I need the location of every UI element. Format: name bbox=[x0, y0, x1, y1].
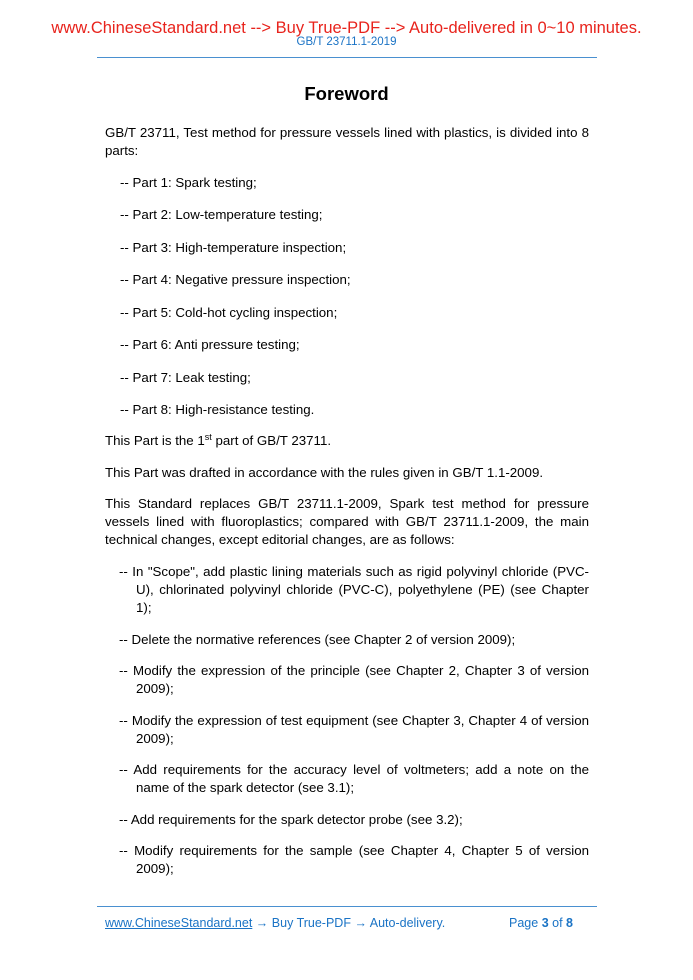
replaces-paragraph: This Standard replaces GB/T 23711.1-2009, Spark test method for pressure vessels lined with fluoroplastics; compared with GB/T 23711.1-2009, the main technical changes, except editorial changes, are as follows: bbox=[105, 496, 589, 547]
change-item: -- Modify the expression of the principle (see Chapter 2, Chapter 3 of version 2009); bbox=[119, 663, 589, 696]
part-item: -- Part 6: Anti pressure testing; bbox=[120, 337, 300, 352]
part-item: -- Part 1: Spark testing; bbox=[120, 174, 257, 190]
part-statement-tail: part of GB/T 23711. bbox=[211, 433, 332, 448]
part-item: -- Part 8: High-resistance testing. bbox=[120, 402, 315, 417]
auto-delivery-text: Auto-delivery. bbox=[369, 916, 446, 930]
change-item: -- Add requirements for the accuracy level of voltmeters; add a note on the name of the spark detector (see 3.1); bbox=[119, 762, 589, 795]
changes-list bbox=[105, 563, 589, 878]
part-item: -- Part 3: High-temperature inspection; bbox=[120, 239, 347, 255]
page-title: Foreword bbox=[304, 83, 389, 104]
foreword-body bbox=[105, 124, 589, 892]
part-statement bbox=[105, 432, 589, 450]
site-link[interactable]: www.ChineseStandard.net bbox=[105, 916, 253, 930]
page-label: Page bbox=[509, 916, 539, 930]
part-item: -- Part 7: Leak testing; bbox=[120, 369, 251, 385]
header-divider bbox=[97, 57, 597, 58]
buy-pdf-link[interactable]: Buy True-PDF bbox=[271, 916, 351, 930]
change-item: -- In "Scope", add plastic lining materials such as rigid polyvinyl chloride (PVC-U), chlorinated polyvinyl chloride (PVC-C), polyethylene (PE) (see Chapter 1); bbox=[119, 564, 589, 615]
part-item: -- Part 5: Cold-hot cycling inspection; bbox=[120, 304, 338, 320]
arrow-icon: → bbox=[255, 916, 269, 930]
footer-links bbox=[105, 916, 445, 931]
drafted-paragraph: This Part was drafted in accordance with the rules given in GB/T 1.1-2009. bbox=[105, 464, 544, 480]
standard-code: GB/T 23711.1-2019 bbox=[296, 36, 397, 48]
footer-divider bbox=[97, 906, 597, 907]
part-item: -- Part 2: Low-temperature testing; bbox=[120, 207, 323, 222]
change-item: -- Add requirements for the spark detector probe (see 3.2); bbox=[119, 811, 463, 827]
change-item: -- Modify the expression of test equipment (see Chapter 3, Chapter 4 of version 2009); bbox=[119, 712, 589, 746]
part-item: -- Part 4: Negative pressure inspection; bbox=[120, 272, 351, 287]
page-number: 3 bbox=[541, 916, 549, 930]
of-label: of bbox=[552, 916, 563, 930]
arrow-icon: → bbox=[354, 916, 367, 930]
intro-paragraph: GB/T 23711, Test method for pressure vessels lined with plastics, is divided into 8 parts: bbox=[105, 125, 589, 158]
part-statement-text: This Part is the 1 bbox=[105, 433, 205, 448]
change-item: -- Delete the normative references (see Chapter 2 of version 2009); bbox=[119, 631, 516, 647]
change-item: -- Modify requirements for the sample (see Chapter 4, Chapter 5 of version 2009); bbox=[119, 843, 589, 876]
banner-link[interactable]: www.ChineseStandard.net --> Buy True-PDF --> Auto-delivered in 0~10 minutes. bbox=[51, 19, 642, 37]
page-total: 8 bbox=[566, 916, 573, 930]
parts-list bbox=[105, 174, 589, 420]
page-indicator bbox=[509, 916, 573, 931]
ordinal-suffix: st bbox=[204, 432, 212, 442]
